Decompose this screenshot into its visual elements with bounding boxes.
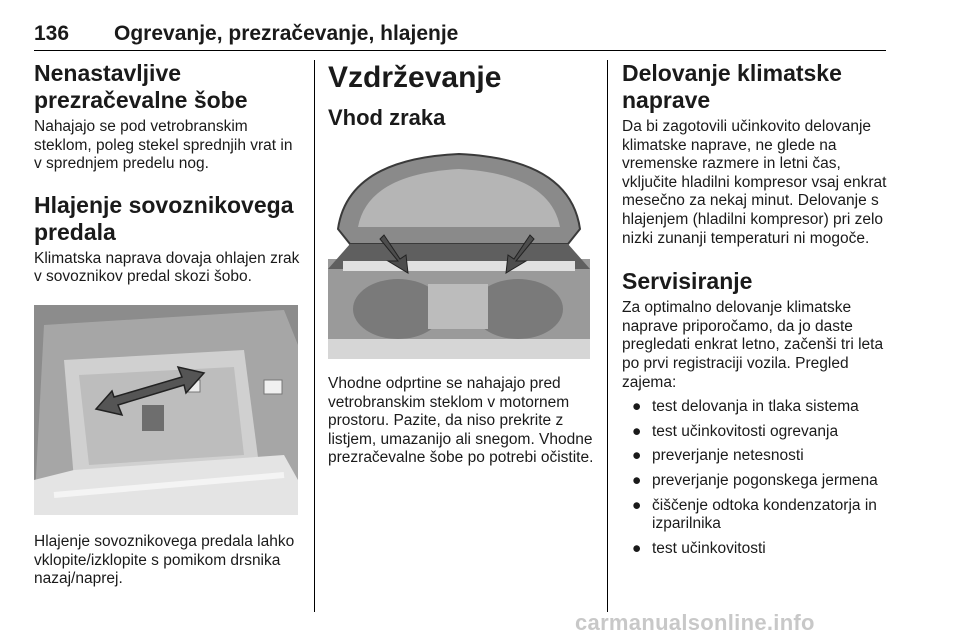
subheading-air-intake: Vhod zraka — [328, 105, 446, 130]
section-heading-vents: Nenastavljive prezračevalne šobe — [34, 60, 248, 113]
engine-bay-illustration — [328, 149, 590, 359]
ac-operation-paragraph: Da bi zagotovili učinkovito delovanje klimatske naprave, ne glede na vremenske razmere in letni čas, vključite hladilni kompresor vsaj enkrat mesečno za nekaj minut. Delovanje s hlajenjem (hladilni kompresor) pri zelo nizki zunanji temperaturi ni mogoče. — [622, 118, 887, 247]
list-item: ● čiščenje odtoka kondenzatorja in izparilnika — [632, 496, 877, 533]
glovebox-illustration — [34, 305, 298, 515]
page-number: 136 — [34, 22, 70, 45]
section-heading-glovebox: Hlajenje sovoznikovega predala — [34, 191, 294, 245]
list-item: ● test učinkovitosti — [632, 539, 766, 557]
glovebox-caption: Hlajenje sovoznikovega predala lahko vklopite/izklopite s pomikom drsnika nazaj/naprej. — [34, 532, 295, 588]
section-heading-servicing: Servisiranje — [622, 268, 753, 295]
vents-paragraph: Nahajajo se pod vetrobranskim steklom, poleg stekel sprednjih vrat in v sprednjem predelu nog. — [34, 118, 293, 173]
list-item: ● preverjanje pogonskega jermena — [632, 471, 878, 489]
column-divider-1 — [314, 60, 315, 612]
column-3 — [622, 60, 888, 564]
list-item: ● test učinkovitosti ogrevanja — [632, 422, 839, 440]
column-1 — [34, 60, 302, 589]
chapter-title: Ogrevanje, prezračevanje, hlajenje — [114, 22, 459, 45]
column-2 — [328, 60, 594, 468]
section-heading-maintenance: Vzdrževanje — [328, 61, 502, 94]
inspection-list — [622, 398, 888, 558]
glovebox-paragraph: Klimatska naprava dovaja ohlajen zrak v sovoznikov predal skozi šobo. — [34, 249, 300, 286]
servicing-paragraph: Za optimalno delovanje klimatske naprave priporočamo, da jo daste pregledati enkrat letno, začenši tri leta po prvi registraciji vozila. Pregled zajema: — [622, 299, 884, 391]
list-item: ● preverjanje netesnosti — [632, 447, 804, 465]
list-item: ● test delovanja in tlaka sistema — [632, 398, 859, 416]
page-header — [34, 20, 886, 51]
section-heading-ac-operation: Delovanje klimatske naprave — [622, 60, 842, 113]
air-intake-caption: Vhodne odprtine se nahajajo pred vetrobranskim steklom v motornem prostoru. Pazite, da niso prekrite z listjem, umazanijo ali snegom. Vhodne prezračevalne šobe po potrebi očistite. — [328, 375, 594, 467]
watermark: carmanualsonline.info — [575, 610, 815, 635]
column-divider-2 — [607, 60, 608, 612]
